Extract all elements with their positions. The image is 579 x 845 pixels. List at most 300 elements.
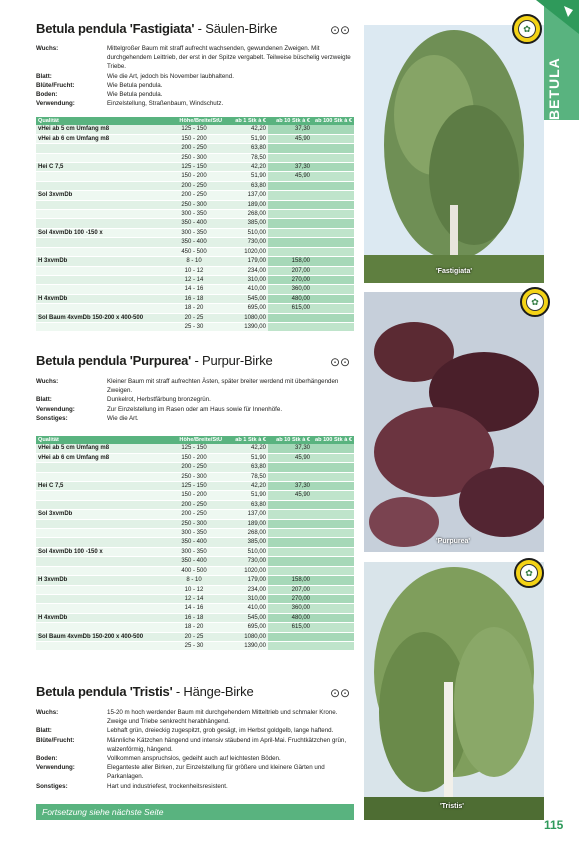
table-cell: 37,30 bbox=[268, 163, 312, 172]
table-cell bbox=[36, 623, 164, 632]
table-cell: 695,00 bbox=[224, 623, 268, 632]
table-cell: 200 - 250 bbox=[164, 463, 224, 472]
table-cell: 200 - 250 bbox=[164, 500, 224, 509]
table-cell bbox=[36, 641, 164, 650]
table-cell: 1080,00 bbox=[224, 313, 268, 322]
table-cell bbox=[312, 200, 354, 209]
bee-badge-icon: ✿ bbox=[512, 14, 542, 44]
table-cell: 360,00 bbox=[268, 285, 312, 294]
table-cell bbox=[312, 510, 354, 519]
table-cell: 385,00 bbox=[224, 538, 268, 547]
table-cell: 300 - 350 bbox=[164, 529, 224, 538]
table-cell: vHei ab 6 cm Umfang m8 bbox=[36, 134, 164, 143]
table-cell bbox=[36, 238, 164, 247]
description-row bbox=[36, 726, 356, 735]
description-value: Wie die Art, jedoch bis November laubhaltend. bbox=[107, 72, 234, 80]
table-cell: 8 - 10 bbox=[164, 576, 224, 585]
table-cell: 400 - 500 bbox=[164, 566, 224, 575]
table-cell bbox=[268, 529, 312, 538]
table-cell bbox=[268, 181, 312, 190]
description-fastigiata bbox=[36, 44, 356, 108]
description-key: Blüte/Frucht: bbox=[36, 736, 75, 744]
table-cell: 270,00 bbox=[268, 594, 312, 603]
table-cell bbox=[312, 257, 354, 266]
table-row bbox=[36, 285, 354, 294]
table-cell: 615,00 bbox=[268, 304, 312, 313]
table-cell: 179,00 bbox=[224, 257, 268, 266]
table-cell bbox=[268, 500, 312, 509]
table-cell: 200 - 250 bbox=[164, 510, 224, 519]
table-row bbox=[36, 641, 354, 650]
table-cell: 179,00 bbox=[224, 576, 268, 585]
table-cell bbox=[312, 125, 354, 134]
table-row bbox=[36, 547, 354, 556]
table-cell bbox=[312, 529, 354, 538]
table-cell bbox=[312, 538, 354, 547]
table-row bbox=[36, 294, 354, 303]
table-cell bbox=[312, 134, 354, 143]
table-cell: 200 - 250 bbox=[164, 191, 224, 200]
table-cell: 158,00 bbox=[268, 576, 312, 585]
table-cell bbox=[36, 491, 164, 500]
table-cell: 42,20 bbox=[224, 125, 268, 134]
table-cell bbox=[268, 200, 312, 209]
table-row bbox=[36, 238, 354, 247]
table-cell: 125 - 150 bbox=[164, 163, 224, 172]
table-cell: 300 - 350 bbox=[164, 547, 224, 556]
table-cell: 25 - 30 bbox=[164, 322, 224, 331]
table-cell bbox=[268, 219, 312, 228]
table-row bbox=[36, 257, 354, 266]
table-cell bbox=[268, 313, 312, 322]
table-cell: 42,20 bbox=[224, 482, 268, 491]
table-cell: 234,00 bbox=[224, 585, 268, 594]
description-value: Kleiner Baum mit straff aufrechten Ästen, später breiter werdend mit überhängenden Zweigen. bbox=[107, 378, 339, 395]
table-cell bbox=[312, 275, 354, 284]
table-cell: 250 - 300 bbox=[164, 519, 224, 528]
table-cell: 45,90 bbox=[268, 453, 312, 462]
table-cell bbox=[312, 519, 354, 528]
photo-caption-tristis: 'Tristis' bbox=[440, 803, 464, 810]
description-value: Lebhaft grün, dreieckig zugespitzt, grob gesägt, im Herbst goldgelb, lange haftend. bbox=[107, 727, 334, 735]
table-row bbox=[36, 500, 354, 509]
table-cell bbox=[36, 566, 164, 575]
table-cell: 42,20 bbox=[224, 444, 268, 453]
description-value: Eleganteste aller Birken, zur Einzelstellung für größere und kleinere Gärten und Parkanlagen. bbox=[107, 764, 325, 781]
table-cell: 510,00 bbox=[224, 228, 268, 237]
table-cell bbox=[36, 219, 164, 228]
table-cell: 10 - 12 bbox=[164, 585, 224, 594]
table-cell: Sol 3xvmDb bbox=[36, 191, 164, 200]
table-cell bbox=[312, 304, 354, 313]
table-header-cell: Qualität bbox=[36, 117, 164, 125]
table-header-row bbox=[36, 117, 354, 125]
table-cell: 450 - 500 bbox=[164, 247, 224, 256]
photo-caption-fastigiata: 'Fastigiata' bbox=[436, 268, 473, 275]
table-cell: 350 - 400 bbox=[164, 238, 224, 247]
description-value: Hart und industriefest, trockenheitsresistent. bbox=[107, 782, 228, 790]
table-cell bbox=[312, 632, 354, 641]
table-header-cell: ab 100 Stk à € bbox=[312, 436, 354, 444]
table-cell: 207,00 bbox=[268, 266, 312, 275]
side-tab-label: BETULA bbox=[546, 57, 562, 120]
table-header-cell: Höhe/Breite/StU bbox=[164, 436, 224, 444]
table-row bbox=[36, 144, 354, 153]
table-cell bbox=[312, 313, 354, 322]
table-cell bbox=[268, 191, 312, 200]
table-row bbox=[36, 322, 354, 331]
table-row bbox=[36, 228, 354, 237]
table-row bbox=[36, 125, 354, 134]
photo-caption-purpurea: 'Purpurea' bbox=[436, 538, 471, 545]
table-cell bbox=[36, 529, 164, 538]
table-cell bbox=[36, 285, 164, 294]
table-cell: 37,30 bbox=[268, 444, 312, 453]
description-row bbox=[36, 405, 356, 414]
table-cell: 1390,00 bbox=[224, 641, 268, 650]
table-cell bbox=[312, 238, 354, 247]
table-row bbox=[36, 247, 354, 256]
table-cell: H 4xvmDb bbox=[36, 294, 164, 303]
table-cell bbox=[312, 566, 354, 575]
table-cell bbox=[36, 463, 164, 472]
table-cell bbox=[312, 153, 354, 162]
table-cell: 480,00 bbox=[268, 294, 312, 303]
table-cell: 137,00 bbox=[224, 510, 268, 519]
description-key: Blatt: bbox=[36, 727, 52, 735]
table-cell bbox=[312, 491, 354, 500]
description-key: Boden: bbox=[36, 755, 58, 763]
table-cell bbox=[312, 247, 354, 256]
table-cell: vHei ab 5 cm Umfang m8 bbox=[36, 444, 164, 453]
table-cell: 137,00 bbox=[224, 191, 268, 200]
table-cell: 125 - 150 bbox=[164, 444, 224, 453]
table-cell bbox=[268, 322, 312, 331]
table-cell: 695,00 bbox=[224, 304, 268, 313]
table-header-cell: ab 100 Stk à € bbox=[312, 117, 354, 125]
table-row bbox=[36, 604, 354, 613]
table-cell: 510,00 bbox=[224, 547, 268, 556]
table-cell bbox=[36, 604, 164, 613]
table-row bbox=[36, 594, 354, 603]
table-cell: 480,00 bbox=[268, 613, 312, 622]
table-row bbox=[36, 529, 354, 538]
table-cell: Sol 4xvmDb 100 -150 x bbox=[36, 228, 164, 237]
table-cell: 310,00 bbox=[224, 275, 268, 284]
table-cell: 360,00 bbox=[268, 604, 312, 613]
table-cell: 12 - 14 bbox=[164, 594, 224, 603]
description-purpurea bbox=[36, 377, 356, 423]
table-cell: 37,30 bbox=[268, 482, 312, 491]
table-cell bbox=[312, 228, 354, 237]
table-cell: 410,00 bbox=[224, 604, 268, 613]
table-cell bbox=[312, 181, 354, 190]
table-cell: 18 - 20 bbox=[164, 304, 224, 313]
table-cell: 14 - 16 bbox=[164, 285, 224, 294]
table-cell bbox=[268, 538, 312, 547]
table-cell: 78,50 bbox=[224, 472, 268, 481]
description-row bbox=[36, 708, 356, 726]
table-cell bbox=[312, 210, 354, 219]
table-cell bbox=[312, 623, 354, 632]
table-cell bbox=[36, 210, 164, 219]
table-cell: 16 - 18 bbox=[164, 294, 224, 303]
table-cell: 1390,00 bbox=[224, 322, 268, 331]
table-cell bbox=[312, 576, 354, 585]
description-key: Wuchs: bbox=[36, 709, 59, 716]
table-row bbox=[36, 482, 354, 491]
footer-continue-note: Fortsetzung siehe nächste Seite bbox=[36, 804, 354, 820]
description-row bbox=[36, 99, 356, 108]
table-cell: H 3xvmDb bbox=[36, 257, 164, 266]
section-title-purpurea: Betula pendula 'Purpurea' - Purpur-Birke bbox=[36, 353, 273, 368]
table-cell bbox=[312, 557, 354, 566]
description-value: Vollkommen anspruchslos, gedeiht auch auf leichtesten Böden. bbox=[107, 755, 281, 763]
table-cell: 350 - 400 bbox=[164, 557, 224, 566]
description-key: Verwendung: bbox=[36, 100, 75, 108]
table-cell: 63,80 bbox=[224, 463, 268, 472]
table-cell: 200 - 250 bbox=[164, 181, 224, 190]
description-value: Einzelstellung, Straßenbaum, Windschutz. bbox=[107, 100, 224, 108]
table-cell bbox=[268, 632, 312, 641]
table-cell: 150 - 200 bbox=[164, 491, 224, 500]
table-cell: Hei C 7,5 bbox=[36, 163, 164, 172]
table-header-row bbox=[36, 436, 354, 444]
description-row bbox=[36, 44, 356, 72]
description-key: Blüte/Frucht: bbox=[36, 81, 75, 89]
table-cell: 12 - 14 bbox=[164, 275, 224, 284]
table-cell bbox=[312, 219, 354, 228]
table-cell bbox=[36, 304, 164, 313]
description-key: Wuchs: bbox=[36, 378, 59, 385]
price-table-fastigiata bbox=[36, 117, 354, 332]
table-cell: 14 - 16 bbox=[164, 604, 224, 613]
table-cell: 730,00 bbox=[224, 238, 268, 247]
table-cell bbox=[268, 566, 312, 575]
table-cell bbox=[312, 172, 354, 181]
table-cell: vHei ab 5 cm Umfang m8 bbox=[36, 125, 164, 134]
table-cell bbox=[36, 200, 164, 209]
table-row bbox=[36, 163, 354, 172]
description-value: 15-20 m hoch werdender Baum mit durchgehendem Mitteltrieb und schmaler Krone. Zweige und Triebe senkrecht herabhängend. bbox=[107, 709, 338, 726]
table-cell bbox=[36, 500, 164, 509]
table-cell bbox=[36, 247, 164, 256]
table-cell: 350 - 400 bbox=[164, 538, 224, 547]
table-cell: 45,90 bbox=[268, 491, 312, 500]
table-cell: 10 - 12 bbox=[164, 266, 224, 275]
table-cell: Hei C 7,5 bbox=[36, 482, 164, 491]
table-cell bbox=[36, 557, 164, 566]
table-row bbox=[36, 632, 354, 641]
table-cell: 270,00 bbox=[268, 275, 312, 284]
table-cell bbox=[312, 266, 354, 275]
table-cell: 250 - 300 bbox=[164, 472, 224, 481]
table-cell: 63,80 bbox=[224, 181, 268, 190]
table-cell: Sol 3xvmDb bbox=[36, 510, 164, 519]
table-row bbox=[36, 153, 354, 162]
table-row bbox=[36, 181, 354, 190]
table-row bbox=[36, 472, 354, 481]
table-header-cell: Qualität bbox=[36, 436, 164, 444]
photo-purpurea bbox=[364, 292, 544, 552]
table-cell bbox=[36, 144, 164, 153]
table-header-cell: ab 1 Stk à € bbox=[224, 436, 268, 444]
table-cell bbox=[36, 472, 164, 481]
table-cell: 730,00 bbox=[224, 557, 268, 566]
table-cell bbox=[36, 585, 164, 594]
table-cell bbox=[268, 519, 312, 528]
table-row bbox=[36, 313, 354, 322]
description-value: Wie Betula pendula. bbox=[107, 81, 163, 89]
description-key: Wuchs: bbox=[36, 45, 59, 52]
table-row bbox=[36, 510, 354, 519]
table-cell bbox=[268, 228, 312, 237]
description-value: Wie die Art. bbox=[107, 414, 139, 422]
table-cell bbox=[312, 453, 354, 462]
table-row bbox=[36, 538, 354, 547]
table-cell bbox=[268, 472, 312, 481]
table-cell: 268,00 bbox=[224, 529, 268, 538]
table-row bbox=[36, 275, 354, 284]
table-row bbox=[36, 191, 354, 200]
table-cell bbox=[312, 444, 354, 453]
description-value: Wie Betula pendula. bbox=[107, 91, 163, 99]
bee-badge-icon: ✿ bbox=[514, 558, 544, 588]
table-header-cell: ab 1 Stk à € bbox=[224, 117, 268, 125]
table-cell bbox=[312, 613, 354, 622]
table-cell: 150 - 200 bbox=[164, 172, 224, 181]
table-cell: 20 - 25 bbox=[164, 313, 224, 322]
table-cell bbox=[312, 294, 354, 303]
table-row bbox=[36, 491, 354, 500]
table-cell: 545,00 bbox=[224, 613, 268, 622]
description-row bbox=[36, 414, 356, 423]
section-title-tristis: Betula pendula 'Tristis' - Hänge-Birke bbox=[36, 684, 254, 699]
description-row bbox=[36, 736, 356, 754]
description-row bbox=[36, 395, 356, 404]
table-cell bbox=[312, 604, 354, 613]
table-cell bbox=[36, 519, 164, 528]
description-row bbox=[36, 377, 356, 395]
table-cell: 410,00 bbox=[224, 285, 268, 294]
photo-fastigiata bbox=[364, 25, 544, 283]
table-cell: 78,50 bbox=[224, 153, 268, 162]
description-key: Blatt: bbox=[36, 396, 52, 404]
table-header-cell: ab 10 Stk à € bbox=[268, 117, 312, 125]
table-cell: 18 - 20 bbox=[164, 623, 224, 632]
price-table-purpurea bbox=[36, 436, 354, 651]
table-cell bbox=[312, 500, 354, 509]
table-cell: 300 - 350 bbox=[164, 210, 224, 219]
table-row bbox=[36, 463, 354, 472]
description-value: Männliche Kätzchen hängend und intensiv stäubend im April-Mai. Fruchtkätzchen grün, walzenförmig, hängend. bbox=[107, 736, 347, 753]
description-row bbox=[36, 754, 356, 763]
description-value: Mittelgroßer Baum mit straff aufrecht wachsenden, gewundenen Zweigen. Mit durchgehendem Leittrieb, der erst in der Spitze vergabelt. Teilweise büschelig verzweigte Triebe. bbox=[107, 45, 351, 71]
table-cell: 51,90 bbox=[224, 453, 268, 462]
table-cell bbox=[36, 153, 164, 162]
table-header-cell: ab 10 Stk à € bbox=[268, 436, 312, 444]
table-cell: 150 - 200 bbox=[164, 134, 224, 143]
description-row bbox=[36, 81, 356, 90]
table-cell: 125 - 150 bbox=[164, 125, 224, 134]
table-row bbox=[36, 219, 354, 228]
table-cell bbox=[268, 247, 312, 256]
table-cell: H 4xvmDb bbox=[36, 613, 164, 622]
table-cell: Sol Baum 4xvmDb 150-200 x 400-500 bbox=[36, 313, 164, 322]
table-cell: 250 - 300 bbox=[164, 153, 224, 162]
table-cell: 51,90 bbox=[224, 172, 268, 181]
table-row bbox=[36, 557, 354, 566]
table-cell bbox=[36, 266, 164, 275]
description-key: Verwendung: bbox=[36, 405, 75, 413]
sun-symbol-icon: ⊙⊙ bbox=[330, 355, 351, 369]
table-cell: 45,90 bbox=[268, 134, 312, 143]
bee-badge-icon: ✿ bbox=[520, 287, 550, 317]
table-cell: H 3xvmDb bbox=[36, 576, 164, 585]
table-cell: 125 - 150 bbox=[164, 482, 224, 491]
table-cell: 51,90 bbox=[224, 134, 268, 143]
description-key: Sonstiges: bbox=[36, 782, 68, 790]
table-cell: 51,90 bbox=[224, 491, 268, 500]
table-cell: 350 - 400 bbox=[164, 219, 224, 228]
description-key: Blatt: bbox=[36, 72, 52, 80]
table-cell bbox=[312, 594, 354, 603]
page-number: 115 bbox=[544, 818, 564, 832]
table-cell bbox=[268, 210, 312, 219]
table-cell: 150 - 200 bbox=[164, 453, 224, 462]
table-cell: 268,00 bbox=[224, 210, 268, 219]
table-cell: 25 - 30 bbox=[164, 641, 224, 650]
table-cell bbox=[268, 144, 312, 153]
table-header-cell: Höhe/Breite/StU bbox=[164, 117, 224, 125]
table-cell bbox=[312, 472, 354, 481]
table-cell: 16 - 18 bbox=[164, 613, 224, 622]
table-cell: 385,00 bbox=[224, 219, 268, 228]
photo-tristis bbox=[364, 562, 544, 820]
table-cell: 300 - 350 bbox=[164, 228, 224, 237]
sun-symbol-icon: ⊙⊙ bbox=[330, 686, 351, 700]
table-cell: 37,30 bbox=[268, 125, 312, 134]
table-cell bbox=[36, 538, 164, 547]
table-cell: Sol Baum 4xvmDb 150-200 x 400-500 bbox=[36, 632, 164, 641]
table-cell bbox=[312, 322, 354, 331]
description-row bbox=[36, 782, 356, 791]
table-cell: 207,00 bbox=[268, 585, 312, 594]
table-cell bbox=[268, 547, 312, 556]
table-cell bbox=[312, 641, 354, 650]
table-cell: 45,90 bbox=[268, 172, 312, 181]
table-cell bbox=[36, 275, 164, 284]
table-cell: 20 - 25 bbox=[164, 632, 224, 641]
table-row bbox=[36, 566, 354, 575]
table-cell bbox=[312, 191, 354, 200]
table-row bbox=[36, 623, 354, 632]
table-cell bbox=[312, 547, 354, 556]
table-row bbox=[36, 444, 354, 453]
description-key: Boden: bbox=[36, 91, 58, 99]
table-cell bbox=[268, 557, 312, 566]
description-row bbox=[36, 90, 356, 99]
table-cell bbox=[268, 641, 312, 650]
description-row bbox=[36, 72, 356, 81]
table-cell bbox=[268, 238, 312, 247]
table-cell bbox=[312, 463, 354, 472]
table-cell bbox=[36, 181, 164, 190]
table-cell: 42,20 bbox=[224, 163, 268, 172]
description-value: Dunkelrot, Herbstfärbung bronzegrün. bbox=[107, 396, 211, 404]
table-row bbox=[36, 210, 354, 219]
table-cell: 615,00 bbox=[268, 623, 312, 632]
